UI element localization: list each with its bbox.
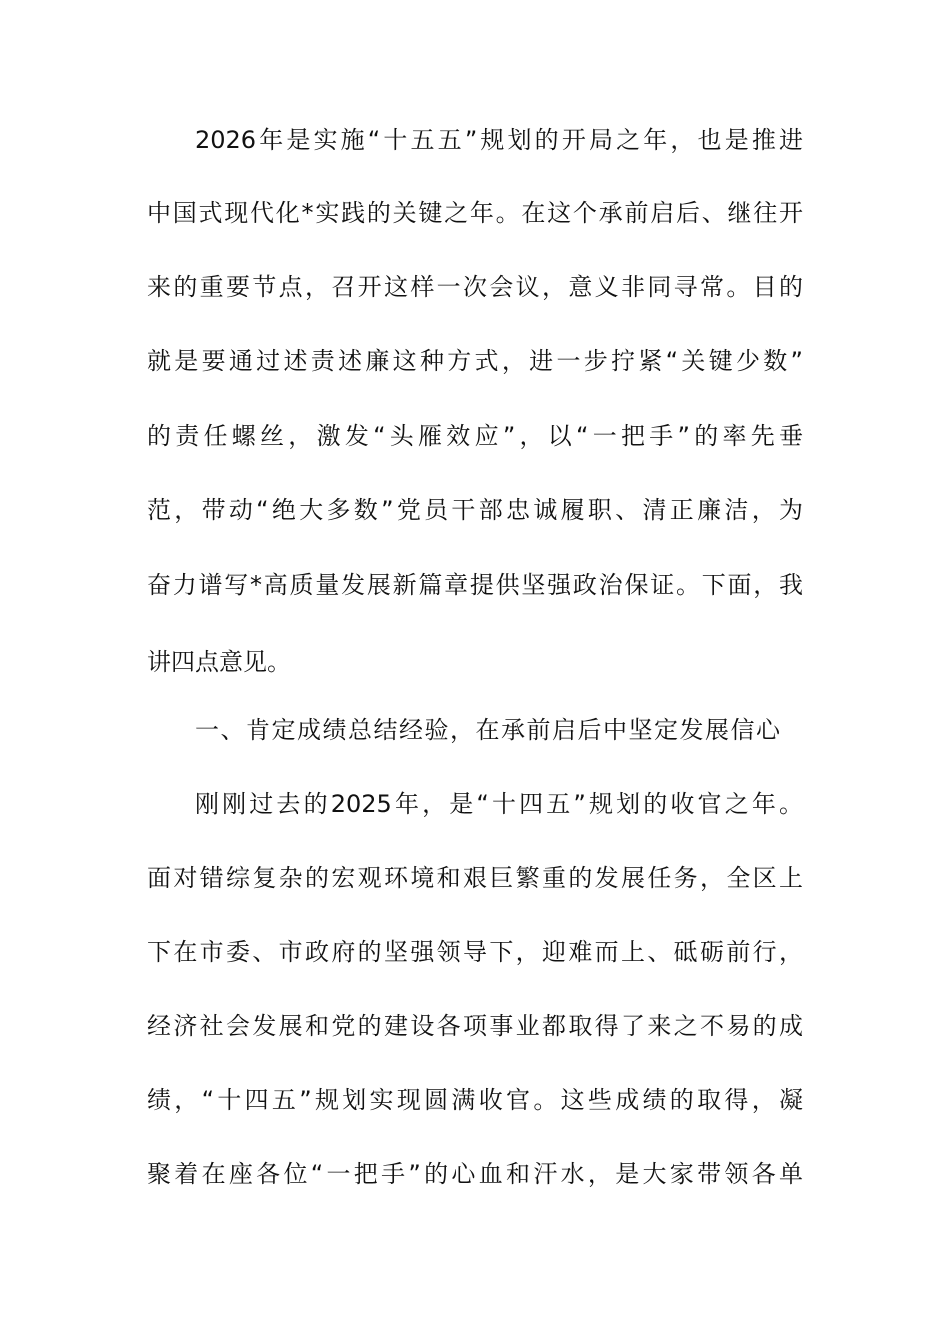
paragraph-line: 聚着在座各位“一把手”的心血和汗水，是大家带领各单 <box>147 1160 803 1188</box>
paragraph-line: 中国式现代化*实践的关键之年。在这个承前启后、继往开 <box>147 199 803 227</box>
paragraph-line: 讲四点意见。 <box>147 648 291 676</box>
paragraph-line: 就是要通过述责述廉这种方式，进一步拧紧“关键少数” <box>147 347 803 375</box>
section-heading: 一、肯定成绩总结经验，在承前启后中坚定发展信心 <box>195 716 782 744</box>
paragraph-line: 奋力谱写*高质量发展新篇章提供坚强政治保证。下面，我 <box>147 571 803 599</box>
paragraph-line: 刚刚过去的2025年，是“十四五”规划的收官之年。 <box>195 790 803 818</box>
paragraph-line: 的责任螺丝，激发“头雁效应”，以“一把手”的率先垂 <box>147 422 803 450</box>
paragraph-line: 经济社会发展和党的建设各项事业都取得了来之不易的成 <box>147 1012 803 1040</box>
paragraph-line: 下在市委、市政府的坚强领导下，迎难而上、砥砺前行， <box>147 938 803 966</box>
paragraph-line: 2026年是实施“十五五”规划的开局之年，也是推进 <box>195 126 803 154</box>
paragraph-line: 来的重要节点，召开这样一次会议，意义非同寻常。目的 <box>147 273 803 301</box>
paragraph-line: 绩，“十四五”规划实现圆满收官。这些成绩的取得，凝 <box>147 1086 803 1114</box>
paragraph-line: 范，带动“绝大多数”党员干部忠诚履职、清正廉洁，为 <box>147 496 803 524</box>
paragraph-line: 面对错综复杂的宏观环境和艰巨繁重的发展任务，全区上 <box>147 864 803 892</box>
